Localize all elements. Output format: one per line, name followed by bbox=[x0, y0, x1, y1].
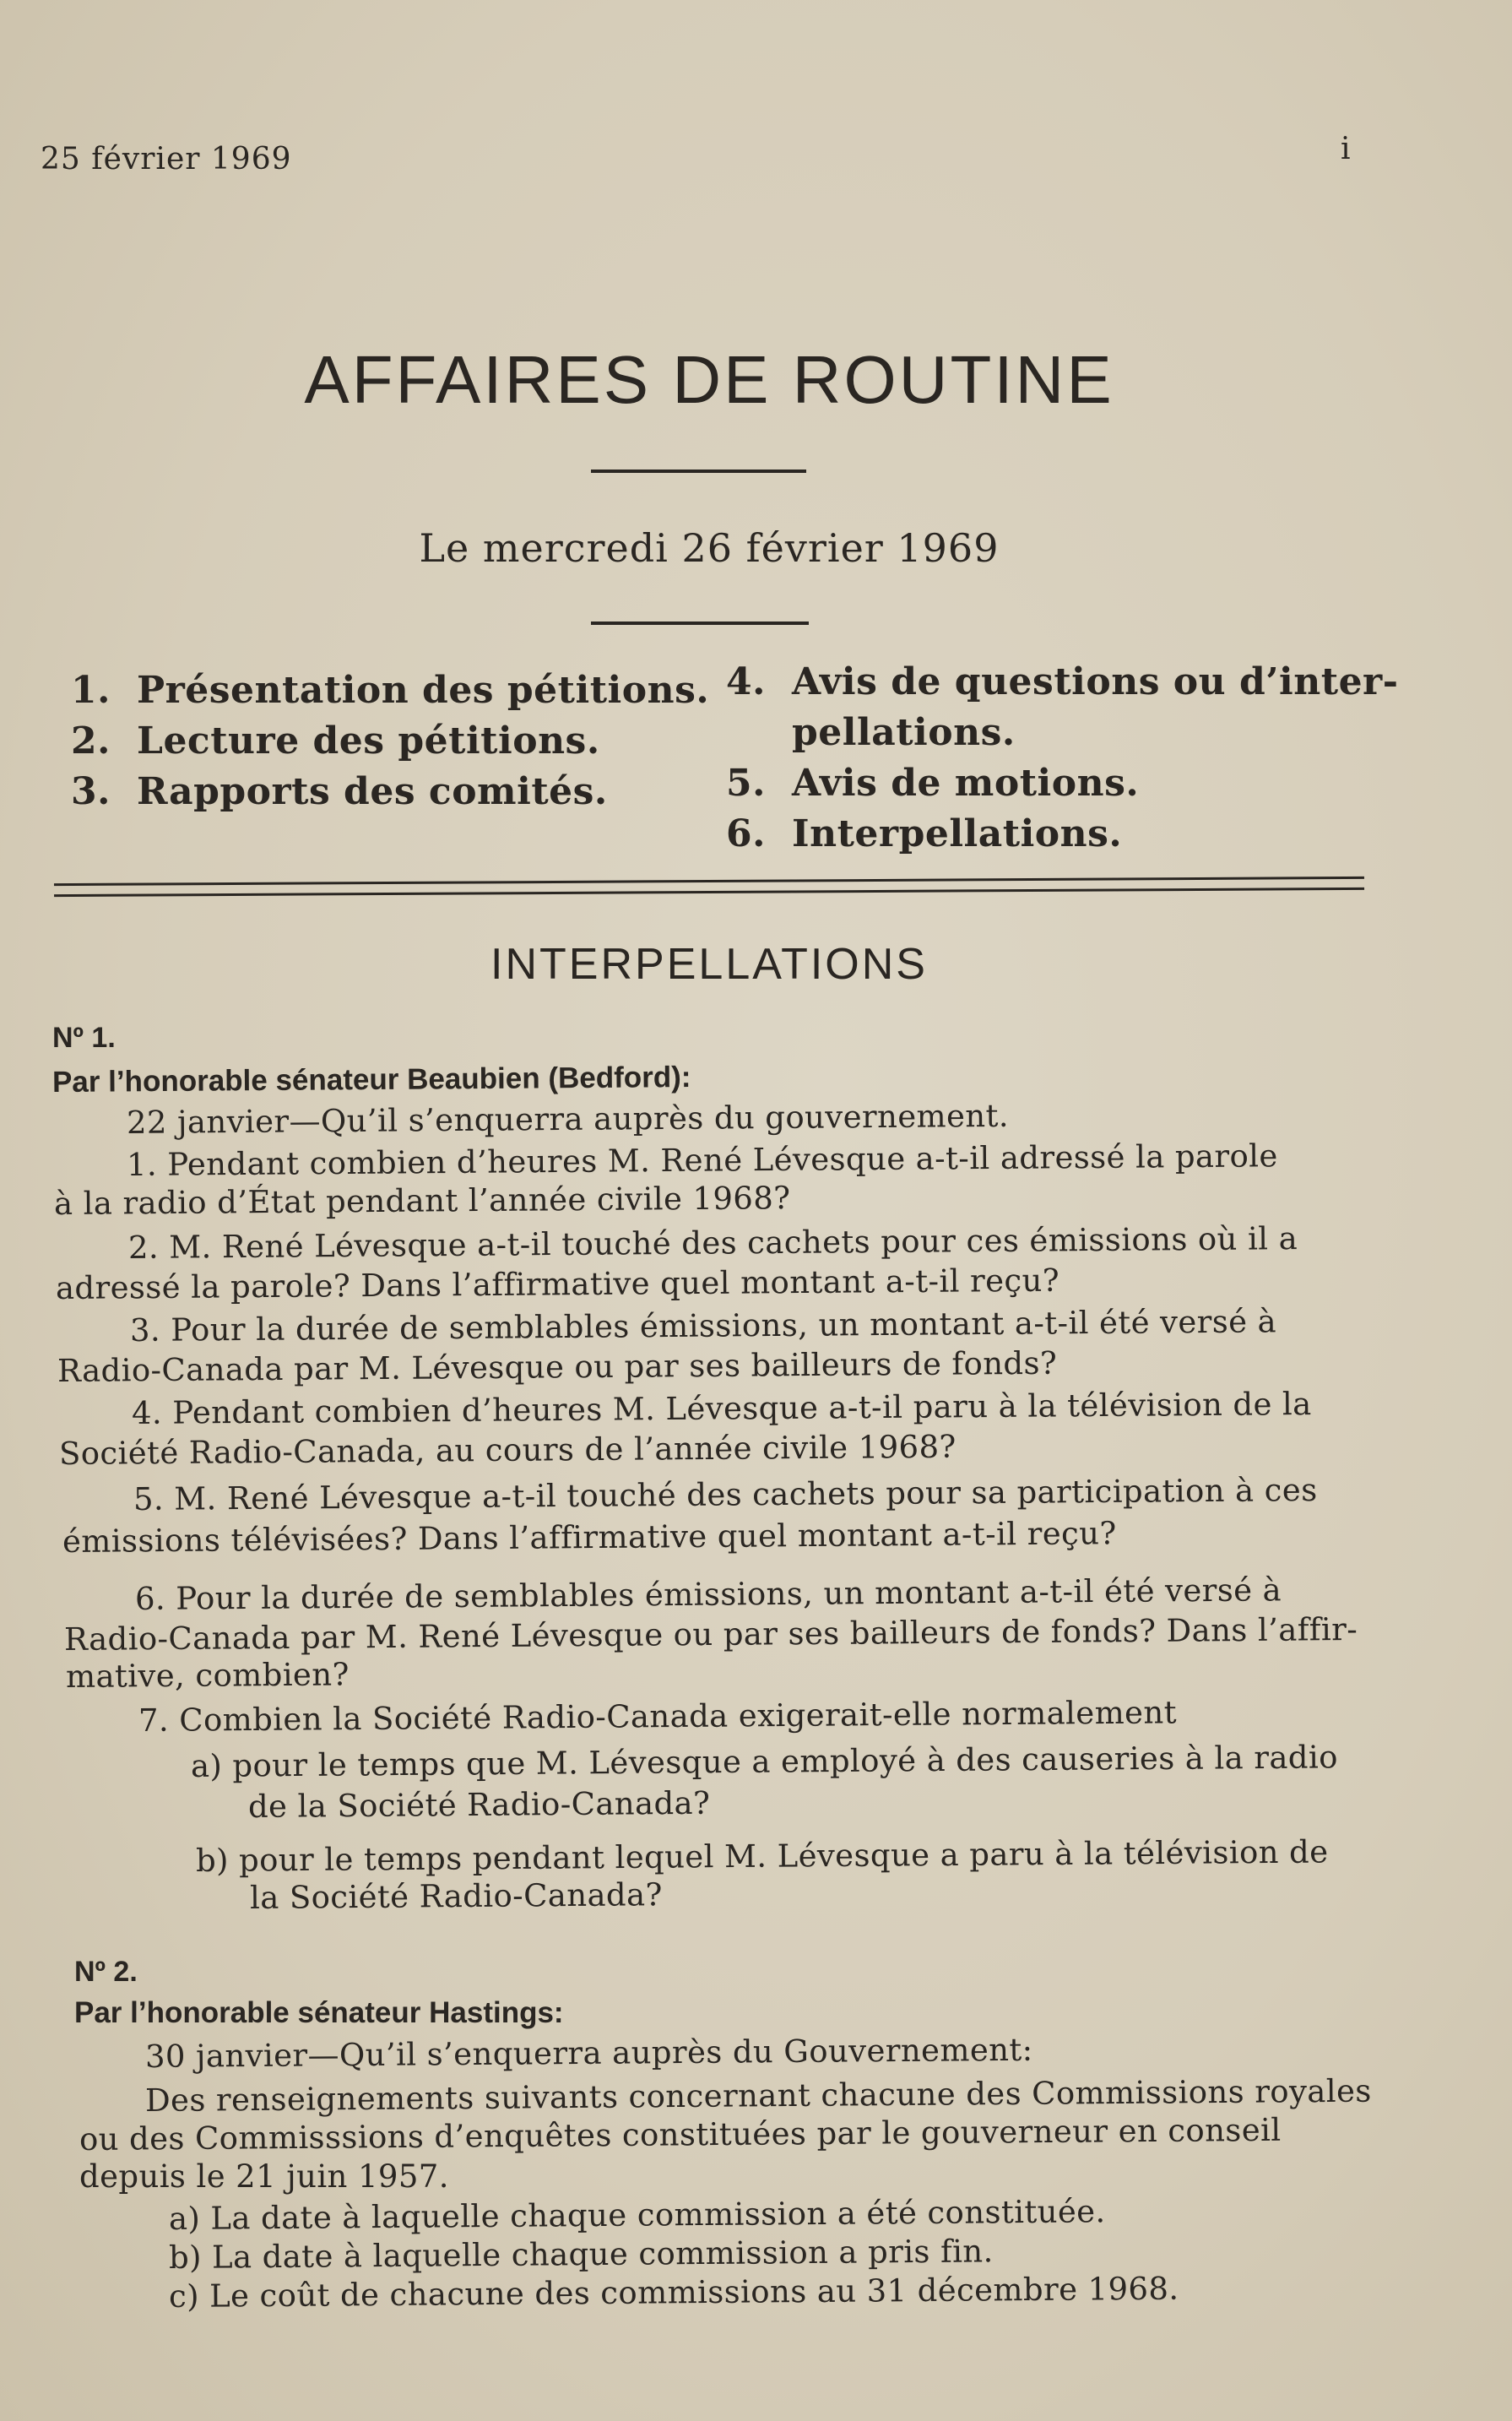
toc-item: 6. Interpellations. bbox=[726, 812, 1123, 855]
question-line: 30 janvier—Qu’il s’enquerra auprès du Gouvernement: bbox=[144, 2031, 1033, 2075]
question-line: depuis le 21 juin 1957. bbox=[79, 2158, 449, 2195]
toc-item-continued: pellations. bbox=[792, 711, 1016, 754]
question-subitem: a) La date à laquelle chaque commission a été constituée. bbox=[168, 2193, 1106, 2237]
question-line: Société Radio-Canada, au cours de l’année civile 1968? bbox=[58, 1428, 957, 1472]
question-subitem-cont: de la Société Radio-Canada? bbox=[247, 1784, 711, 1825]
question-line: Radio-Canada par M. René Lévesque ou par ses bailleurs de fonds? Dans l’affir- bbox=[63, 1610, 1358, 1658]
page-number: i bbox=[1341, 132, 1351, 166]
question-subitem: a) pour le temps que M. Lévesque a employé à des causeries à la radio bbox=[190, 1739, 1338, 1784]
page-title: AFFAIRES DE ROUTINE bbox=[304, 342, 1114, 417]
question-line: 7. Combien la Société Radio-Canada exigerait-elle normalement bbox=[138, 1694, 1178, 1739]
question-line: ou des Commisssions d’enquêtes constituées par le gouverneur en conseil bbox=[79, 2111, 1282, 2158]
question-line: à la radio d’État pendant l’année civile 1968? bbox=[53, 1180, 791, 1222]
question-line: 1. Pendant combien d’heures M. René Lévesque a-t-il adressé la parole bbox=[126, 1137, 1278, 1183]
toc-item: 2. Lecture des pétitions. bbox=[71, 719, 600, 763]
question-line: mative, combien? bbox=[65, 1656, 350, 1695]
question-number: Nº 1. bbox=[52, 1022, 116, 1054]
section-heading: INTERPELLATIONS bbox=[490, 940, 928, 989]
question-subitem: b) pour le temps pendant lequel M. Lévesque a paru à la télévision de bbox=[195, 1833, 1329, 1879]
toc-item: 4. Avis de questions ou d’inter- bbox=[726, 660, 1399, 703]
question-line: Des renseignements suivants concernant chacune des Commissions royales bbox=[144, 2072, 1372, 2119]
question-line: 3. Pour la durée de semblables émissions, un montant a-t-il été versé à bbox=[129, 1303, 1277, 1349]
title-rule bbox=[591, 470, 806, 473]
question-subitem: b) La date à laquelle chaque commission a pris fin. bbox=[168, 2233, 994, 2276]
question-line: Radio-Canada par M. Lévesque ou par ses bailleurs de fonds? bbox=[57, 1344, 1058, 1389]
toc-item: 3. Rapports des comités. bbox=[71, 770, 608, 813]
question-subitem: c) Le coût de chacune des commissions au 31 décembre 1968. bbox=[168, 2270, 1179, 2315]
question-line: 5. M. René Lévesque a-t-il touché des cachets pour sa participation à ces bbox=[133, 1471, 1318, 1517]
question-line: 22 janvier—Qu’il s’enquerra auprès du gouvernement. bbox=[126, 1097, 1010, 1141]
question-line: émissions télévisées? Dans l’affirmative quel montant a-t-il reçu? bbox=[62, 1515, 1117, 1560]
question-line: 6. Pour la durée de semblables émissions, un montant a-t-il été versé à bbox=[134, 1571, 1282, 1617]
question-subitem-cont: la Société Radio-Canada? bbox=[249, 1876, 663, 1916]
question-line: 4. Pendant combien d’heures M. Lévesque a-t-il paru à la télévision de la bbox=[131, 1386, 1312, 1431]
question-number: Nº 2. bbox=[74, 1956, 138, 1988]
toc-item: 5. Avis de motions. bbox=[726, 762, 1140, 805]
question-author: Par l’honorable sénateur Beaubien (Bedford): bbox=[51, 1061, 691, 1099]
question-author: Par l’honorable sénateur Hastings: bbox=[74, 1996, 564, 2029]
subtitle-rule bbox=[591, 622, 809, 625]
question-line: adressé la parole? Dans l’affirmative quel montant a-t-il reçu? bbox=[55, 1262, 1060, 1306]
section-divider bbox=[54, 877, 1364, 897]
toc-item: 1. Présentation des pétitions. bbox=[71, 669, 710, 712]
sitting-date: Le mercredi 26 février 1969 bbox=[419, 525, 1000, 571]
question-line: 2. M. René Lévesque a-t-il touché des cachets pour ces émissions où il a bbox=[127, 1220, 1298, 1266]
header-date: 25 février 1969 bbox=[41, 142, 292, 176]
